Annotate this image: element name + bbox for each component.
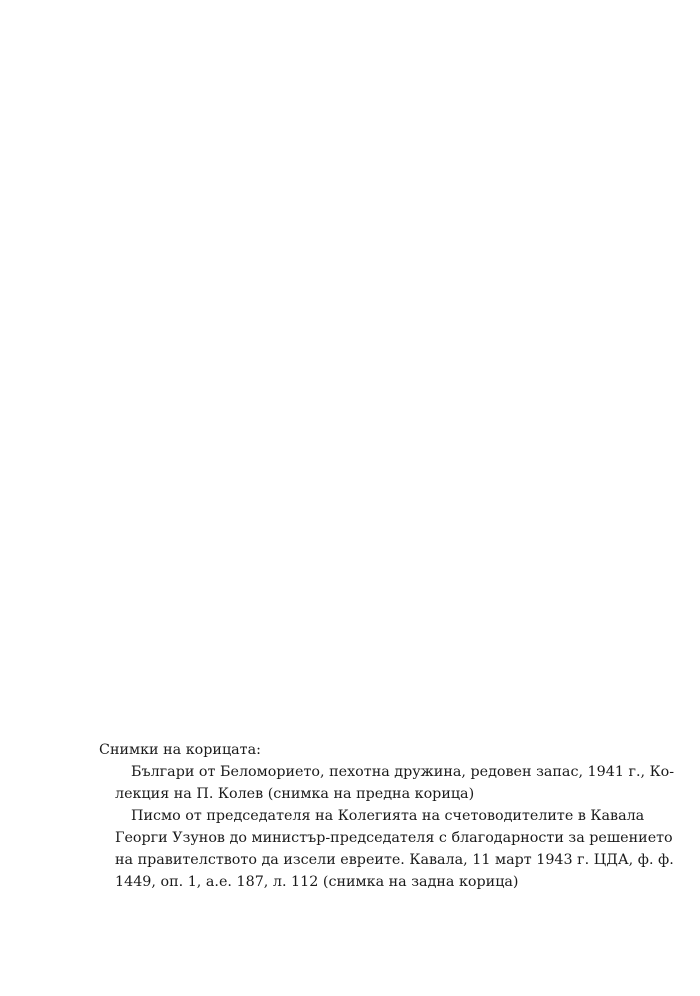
back-cover-credit-line-3: на правителството да изсели евреите. Кавала, 11 март 1943 г. ЦДА, ф. ф. — [115, 852, 674, 868]
credits-heading-text: Снимки на корицата: — [99, 742, 261, 758]
front-cover-credit — [99, 761, 675, 805]
front-cover-credit-line-1: Българи от Беломорието, пехотна дружина, редовен запас, 1941 г., Ко- — [131, 764, 675, 780]
credits-heading — [99, 739, 613, 761]
front-cover-credit-line-2: лекция на П. Колев (снимка на предна корица) — [115, 786, 475, 802]
back-cover-credit-line-2: Георги Узунов до министър-председателя с благодарности за решението — [115, 830, 673, 846]
back-cover-credit-line-1: Писмо от председателя на Колегията на счетоводителите в Кавала — [131, 808, 645, 824]
back-cover-credit-line-4: 1449, оп. 1, а.е. 187, л. 112 (снимка на задна корица) — [115, 874, 519, 890]
cover-photo-credits — [99, 739, 675, 893]
back-cover-credit — [99, 805, 674, 893]
